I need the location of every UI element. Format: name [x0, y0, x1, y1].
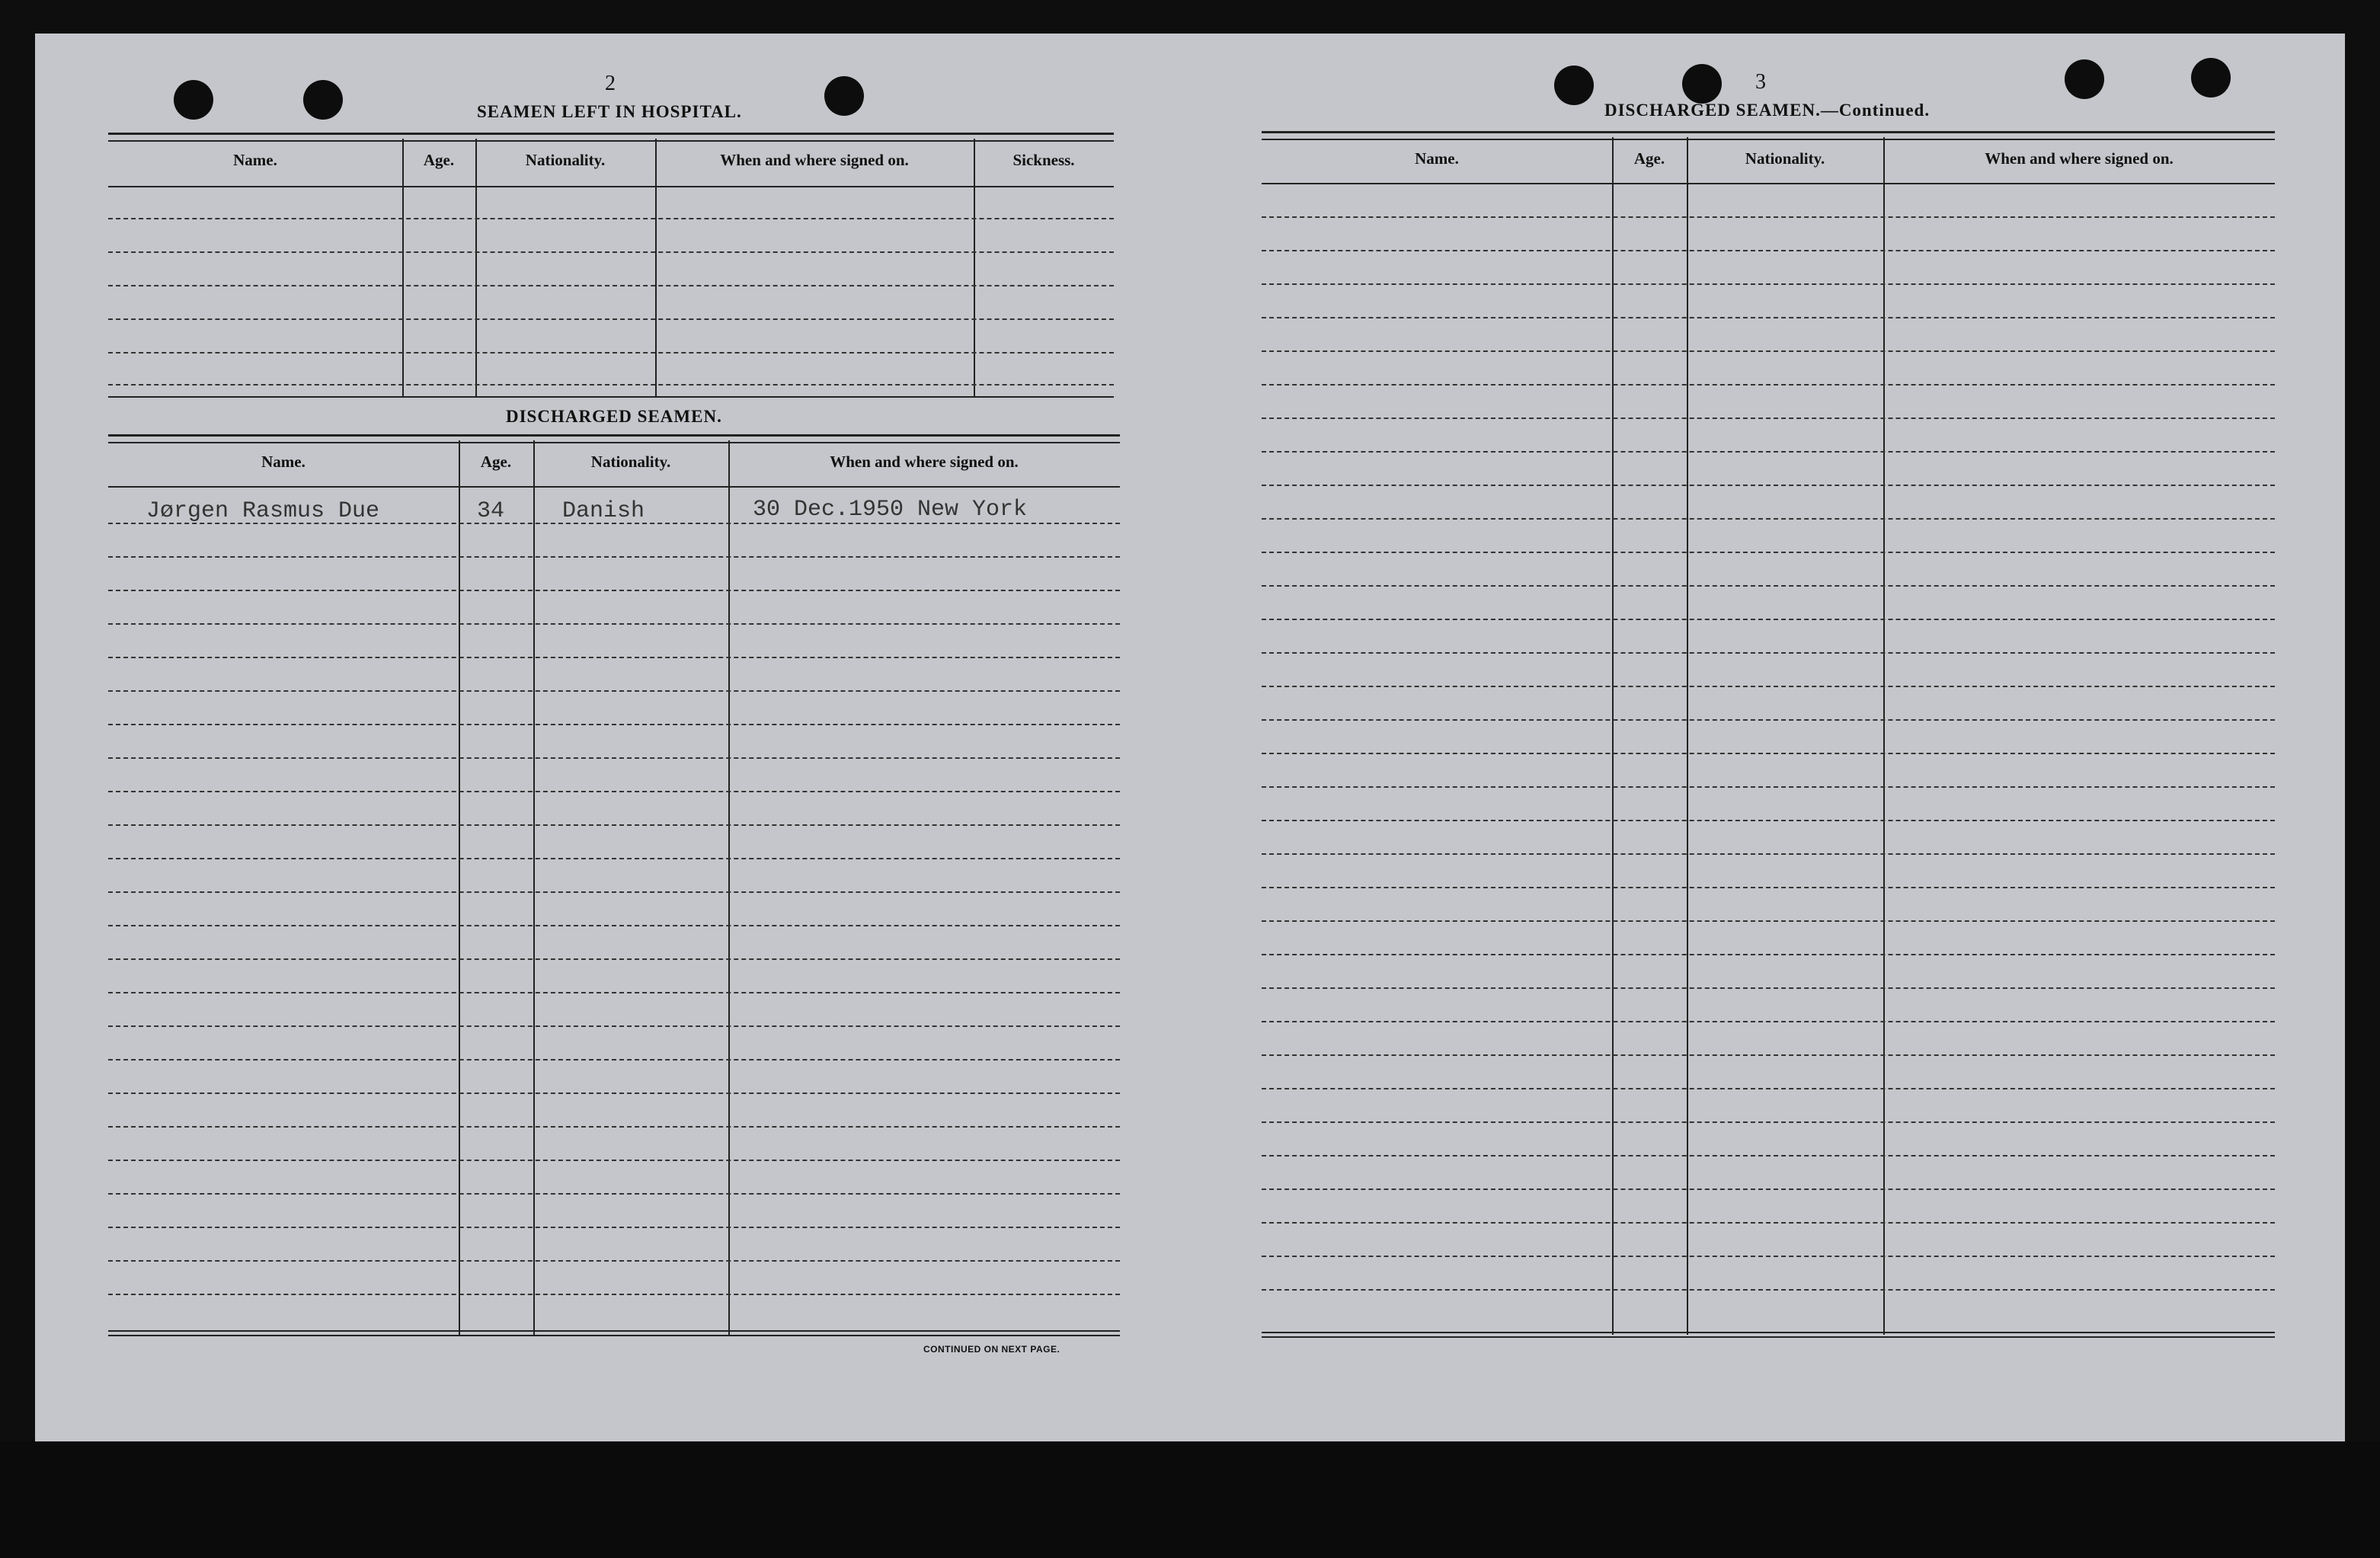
continued-col-age: Age.	[1633, 149, 1665, 168]
seaman-nationality: Danish	[562, 498, 645, 524]
discharged-col-signed-on: When and where signed on.	[830, 453, 1019, 471]
discharged-continued-table	[1262, 131, 2275, 1339]
hospital-col-signed-on: When and where signed on.	[720, 151, 909, 169]
punch-hole	[174, 80, 213, 120]
continued-note: CONTINUED ON NEXT PAGE.	[923, 1344, 1060, 1355]
hospital-col-age: Age.	[423, 151, 455, 169]
seaman-name: Jørgen Rasmus Due	[146, 498, 380, 524]
punch-hole	[1682, 64, 1722, 104]
seaman-signed-on: 30 Dec.1950 New York	[753, 497, 1028, 523]
discharged-col-age: Age.	[480, 453, 512, 471]
discharged-col-name: Name.	[261, 453, 305, 471]
page-number-left: 2	[605, 72, 616, 95]
discharged-table	[108, 434, 1120, 1339]
seaman-age: 34	[477, 498, 505, 524]
hospital-heading: SEAMEN LEFT IN HOSPITAL.	[477, 102, 742, 121]
punch-hole	[1554, 66, 1594, 105]
hospital-table	[108, 133, 1114, 402]
scan-background-strip	[0, 1441, 2380, 1558]
hospital-col-sickness: Sickness.	[1012, 151, 1075, 169]
continued-col-name: Name.	[1415, 149, 1459, 168]
punch-hole	[2065, 59, 2104, 99]
continued-col-nationality: Nationality.	[1745, 149, 1825, 168]
hospital-col-name: Name.	[233, 151, 277, 169]
punch-hole	[2191, 58, 2231, 98]
page-number-right: 3	[1755, 70, 1766, 94]
hospital-col-nationality: Nationality.	[525, 151, 606, 169]
continued-heading: DISCHARGED SEAMEN.—Continued.	[1604, 101, 1931, 120]
continued-col-signed-on: When and where signed on.	[1985, 149, 2174, 168]
discharged-col-nationality: Nationality.	[590, 453, 671, 471]
discharged-heading: DISCHARGED SEAMEN.	[506, 407, 722, 426]
punch-hole	[303, 80, 343, 120]
punch-hole	[824, 76, 864, 116]
